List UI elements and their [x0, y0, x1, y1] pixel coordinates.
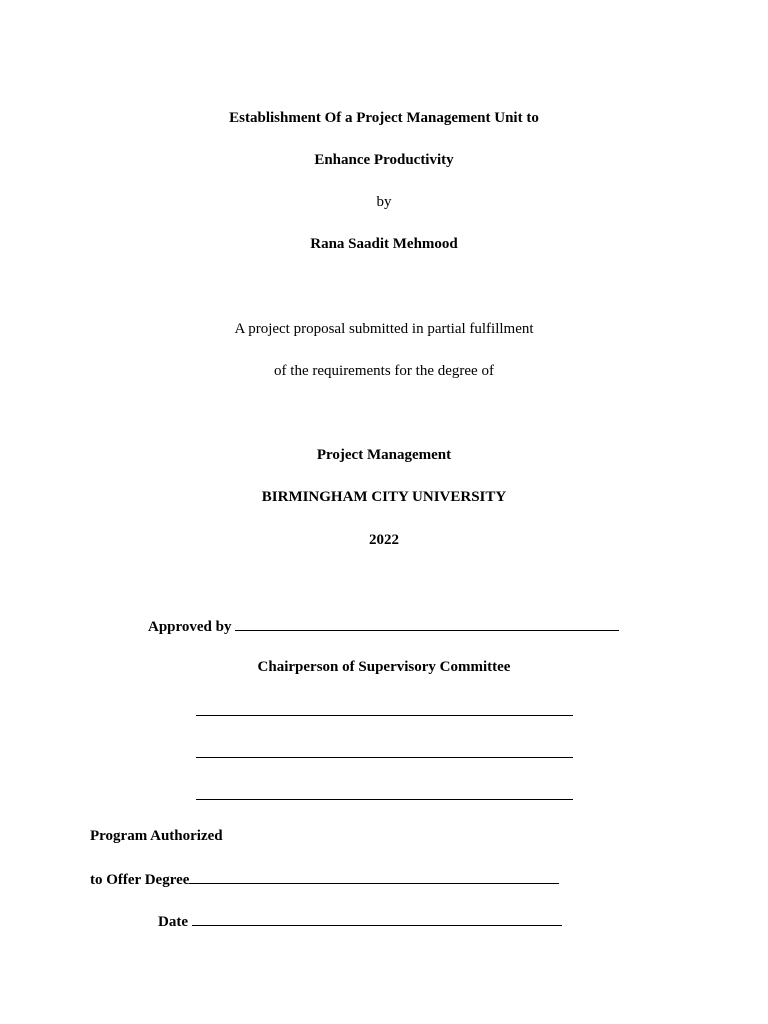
by-line: by [376, 194, 392, 210]
date-label: Date [158, 914, 188, 930]
offer-degree-row [90, 869, 559, 889]
title-line-1: Establishment Of a Project Management Unit to [229, 110, 539, 126]
degree-name: Project Management [316, 447, 452, 463]
approved-by-row [148, 616, 619, 636]
offer-degree-signature-line [189, 869, 559, 884]
date-row [158, 911, 562, 931]
proposal-line-2: of the requirements for the degree of [274, 363, 494, 379]
date-signature-line [192, 911, 562, 926]
author-name: Rana Saadit Mehmood [310, 236, 458, 252]
offer-degree-label: to Offer Degree [90, 872, 190, 888]
proposal-line-1: A project proposal submitted in partial fulfillment [234, 321, 534, 337]
university-name: BIRMINGHAM CITY UNIVERSITY [261, 489, 507, 505]
approved-by-signature-line [235, 616, 619, 631]
committee-signature-line-1 [196, 715, 573, 716]
title-line-2: Enhance Productivity [314, 152, 454, 168]
year: 2022 [369, 532, 399, 548]
committee-signature-line-3 [196, 799, 573, 800]
approved-by-label: Approved by [148, 619, 232, 635]
program-authorized-label: Program Authorized [90, 828, 223, 844]
committee-signature-line-2 [196, 757, 573, 758]
chairperson-label: Chairperson of Supervisory Committee [257, 659, 511, 675]
